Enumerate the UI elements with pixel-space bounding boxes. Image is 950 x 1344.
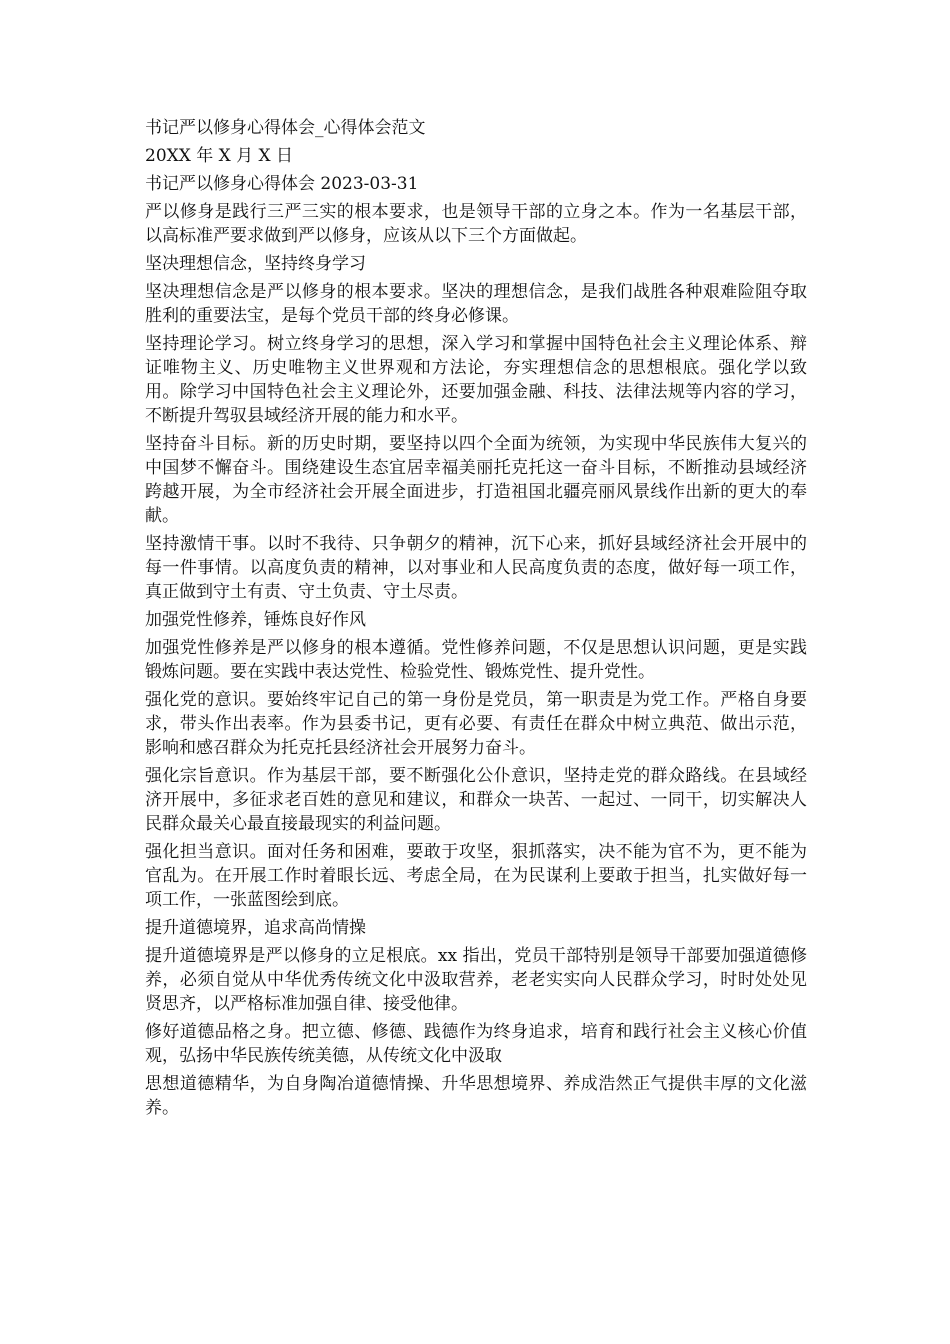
document-body bbox=[145, 116, 807, 1124]
paragraph: 强化宗旨意识。作为基层干部，要不断强化公仆意识，坚持走党的群众路线。在县域经济开展中，多征求老百姓的意见和建议，和群众一块苦、一起过、一同干，切实解决人民群众最关心最直接最现实的利益问题。 bbox=[145, 766, 807, 834]
paragraph: 强化担当意识。面对任务和困难，要敢于攻坚，狠抓落实，决不能为官不为，更不能为官乱为。在开展工作时着眼长远、考虑全局，在为民谋利上要敢于担当，扎实做好每一项工作，一张蓝图绘到底。 bbox=[145, 842, 807, 910]
paragraph: 加强党性修养是严以修身的根本遵循。党性修养问题，不仅是思想认识问题，更是实践锻炼问题。要在实践中表达党性、检验党性、锻炼党性、提升党性。 bbox=[145, 638, 807, 682]
paragraph: 坚决理想信念是严以修身的根本要求。坚决的理想信念，是我们战胜各种艰难险阻夺取胜利的重要法宝，是每个党员干部的终身必修课。 bbox=[145, 282, 807, 326]
paragraph: 修好道德品格之身。把立德、修德、践德作为终身追求，培育和践行社会主义核心价值观，弘扬中华民族传统美德，从传统文化中汲取 bbox=[145, 1022, 807, 1066]
paragraph: 思想道德精华，为自身陶冶道德情操、升华思想境界、养成浩然正气提供丰厚的文化滋养。 bbox=[145, 1074, 807, 1118]
document-date: 20XX 年 X 月 X 日 bbox=[145, 146, 294, 166]
paragraph: 强化党的意识。要始终牢记自己的第一身份是党员，第一职责是为党工作。严格自身要求，带头作出表率。作为县委书记，更有必要、有责任在群众中树立典范、做出示范，影响和感召群众为托克托县经济社会开展努力奋斗。 bbox=[145, 690, 807, 758]
paragraph: 坚持理论学习。树立终身学习的思想，深入学习和掌握中国特色社会主义理论体系、辩证唯物主义、历史唯物主义世界观和方法论，夯实理想信念的思想根底。强化学以致用。除学习中国特色社会主义理论外，还要加强金融、科技、法律法规等内容的学习，不断提升驾驭县域经济开展的能力和水平。 bbox=[145, 334, 807, 426]
document-subtitle: 书记严以修身心得体会 2023-03-31 bbox=[145, 174, 419, 194]
section-heading: 提升道德境界，追求高尚情操 bbox=[145, 918, 366, 938]
section-heading: 坚决理想信念，坚持终身学习 bbox=[145, 254, 366, 274]
paragraph: 坚持激情干事。以时不我待、只争朝夕的精神，沉下心来，抓好县域经济社会开展中的每一件事情。以高度负责的精神，以对事业和人民高度负责的态度，做好每一项工作，真正做到守土有责、守土负责、守土尽责。 bbox=[145, 534, 807, 602]
intro-paragraph: 严以修身是践行三严三实的根本要求，也是领导干部的立身之本。作为一名基层干部，以高标准严要求做到严以修身，应该从以下三个方面做起。 bbox=[145, 202, 807, 246]
paragraph: 坚持奋斗目标。新的历史时期，要坚持以四个全面为统领，为实现中华民族伟大复兴的中国梦不懈奋斗。围绕建设生态宜居幸福美丽托克托这一奋斗目标，不断推动县域经济跨越开展，为全市经济社会开展全面进步，打造祖国北疆亮丽风景线作出新的更大的奉献。 bbox=[145, 434, 807, 526]
section-heading: 加强党性修养，锤炼良好作风 bbox=[145, 610, 366, 630]
document-title: 书记严以修身心得体会_心得体会范文 bbox=[145, 118, 426, 138]
paragraph: 提升道德境界是严以修身的立足根底。xx 指出，党员干部特别是领导干部要加强道德修养，必须自觉从中华优秀传统文化中汲取营养，老老实实向人民群众学习，时时处处见贤思齐，以严格标准加强自律、接受他律。 bbox=[145, 946, 807, 1014]
